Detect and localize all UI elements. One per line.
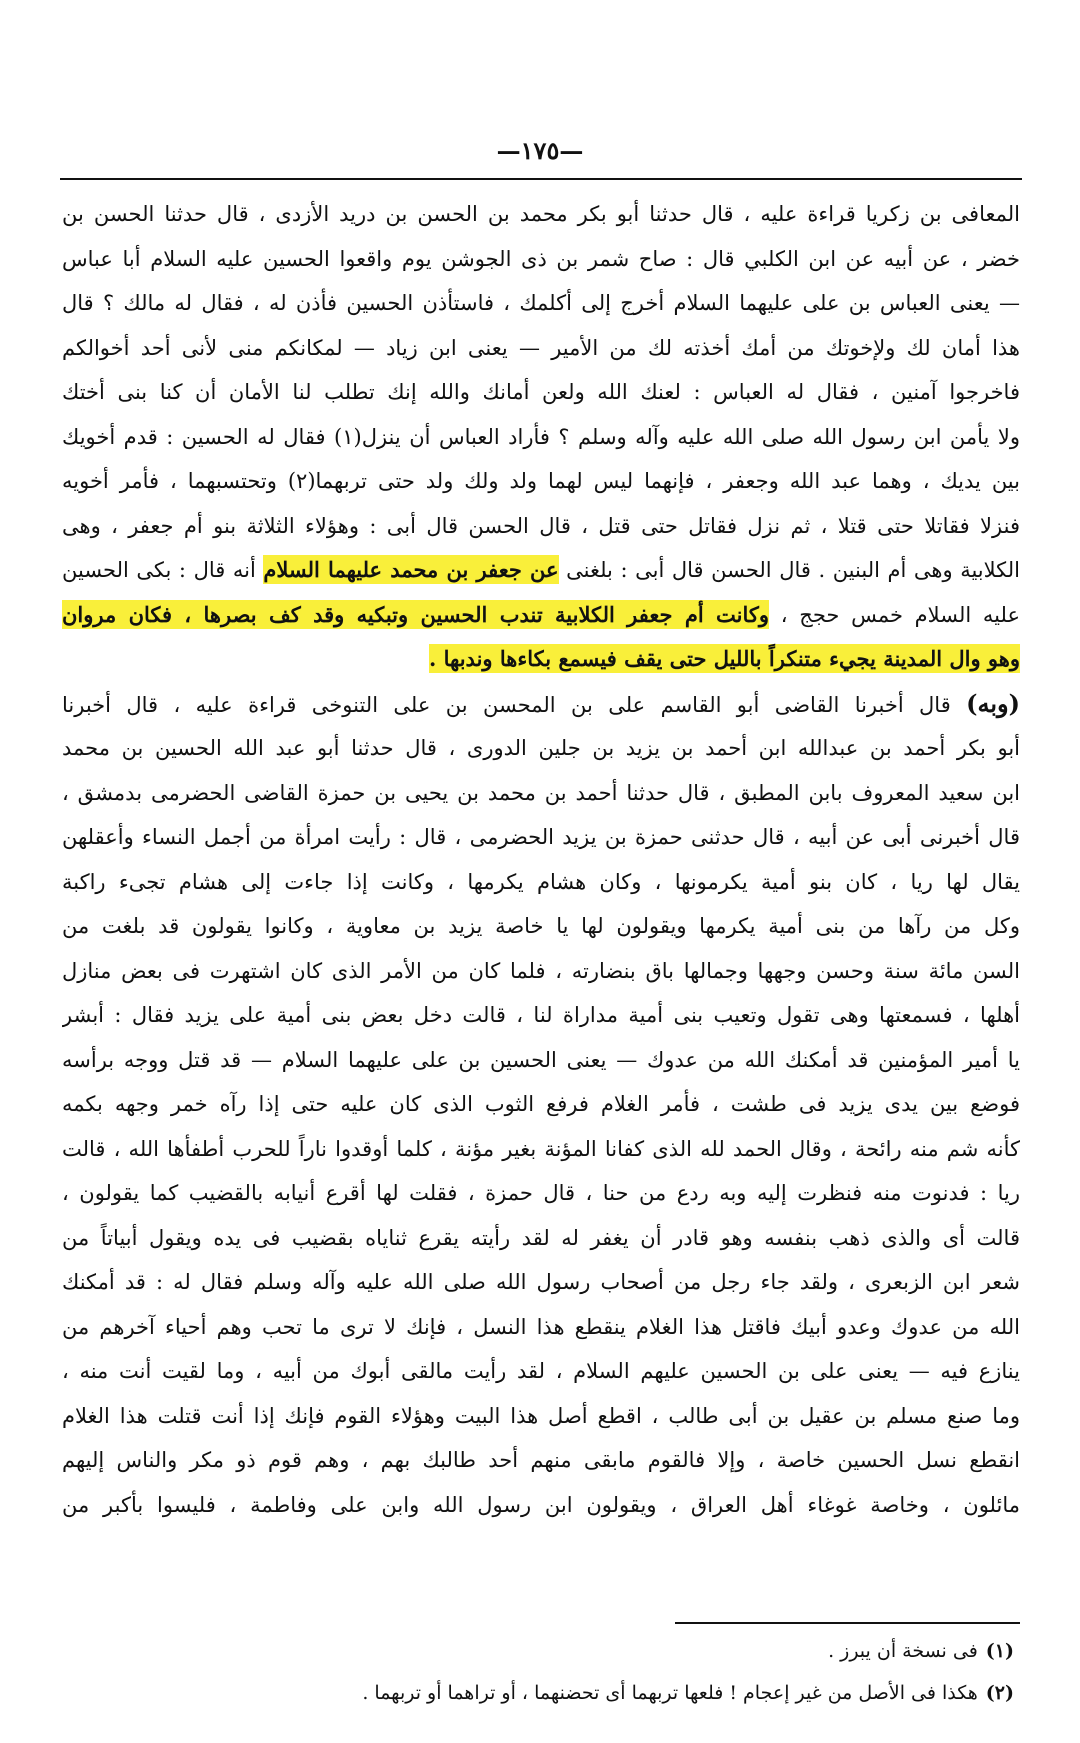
text-line: شعر ابن الزبعرى ، ولقد جاء رجل من أصحاب رسول الله صلى الله عليه وآله وسلم فقال له : قد أمكنك <box>62 1270 1020 1294</box>
text-line: يقال لها ريا ، كان بنو أمية يكرمونها ، وكان هشام يكرمها ، وكانت إذا جاءت إلى هشام تجىء راكبة <box>62 869 1020 894</box>
text-line: فاخرجوا آمنين ، فقال له العباس : لعنك الله ولعن أمانك والله إنك تطلب لنا الأمان أن كنا بنى أختك <box>62 380 1020 404</box>
text-line: يا أمير المؤمنين قد أمكنك الله من عدوك — يعنى الحسين بن على عليهما السلام — قد قتل ووجه برأسه <box>62 1047 1020 1072</box>
text-line: بين يديك ، وهما عبد الله وجعفر ، فإنهما ليس لهما ولد ولك ولد حتى تربهما(٢) وتحتسبهما ، فأمر أخويه <box>62 469 1020 493</box>
text-line: مائلون ، وخاصة غوغاء أهل العراق ، ويقولون ابن رسول الله وابن على وفاطمة ، فليسوا بأكبر من <box>62 1492 1020 1517</box>
text-line: وكل من رآها من بنى أمية يكرمها ويقولون لها يا خاصة يزيد بن معاوية ، وكانوا يقولون قد بلغت من <box>62 914 1020 938</box>
text-line: — يعنى العباس بن على عليهما السلام أخرج إلى أكلمك ، فاستأذن الحسين فأذن له ، فقال له مالك ؟ قال <box>62 291 1020 315</box>
text-fragment: عليه السلام خمس حجج ، <box>769 602 1020 627</box>
text-line-highlighted <box>62 593 1020 638</box>
text-fragment: الكلابية وهى أم البنين . قال الحسن قال أبى : بلغنى <box>558 558 1020 582</box>
footnote-text: هكذا فى الأصل من غير إعجام ! فلعها تربهما أى تحضنهما ، أو تراهما أو تربهما . <box>362 1682 978 1704</box>
text-line: وما صنع مسلم بن عقيل بن أبى طالب ، اقطع أصل هذا البيت وهؤلاء القوم فإنك إذا أنت قتلت هذا الغلام <box>62 1403 1020 1428</box>
paragraph-start-line <box>62 682 1020 727</box>
header-rule <box>60 178 1022 180</box>
highlighted-text: وكانت أم جعفر الكلابية تندب الحسين وتبكيه وقد كف بصرها ، فكان مروان <box>62 601 770 627</box>
text-line: أبو بكر أحمد بن عبدالله ابن أحمد بن يزيد بن جلين الدورى ، قال حدثنا أبو عبد الله الحسين بن محمد <box>62 736 1020 760</box>
footnote-text: فى نسخة أن يبرز . <box>828 1640 978 1662</box>
text-line: ولا يأمن ابن رسول الله صلى الله عليه وآله وسلم ؟ فأراد العباس أن ينزل(١) فقال له الحسين : قدم أخويك <box>62 424 1020 449</box>
text-line: ابن سعيد المعروف بابن المطبق ، قال حدثنا أحمد بن محمد بن يحيى بن حمزة القاضى الحضرمى بدمشق ، <box>62 780 1020 805</box>
text-line: ريا : فدنوت منه فنظرت إليه وبه ردع من حنا ، قال حمزة ، فقلت لها أقرع أنيابه بالقضيب كما يقولون ، <box>62 1181 1020 1205</box>
footnote-number: (١) <box>985 1640 1014 1662</box>
text-line: قال أخبرنى أبى عن أبيه ، قال حدثنى حمزة بن يزيد الحضرمى ، قال : رأيت امرأة من أجمل النساء وأعقلهن <box>62 825 1020 849</box>
footnote-item <box>62 1672 1020 1714</box>
page-number: —١٧٥— <box>496 136 584 165</box>
text-line: ينازع فيه — يعنى على بن الحسين عليهم السلام ، لقد رأيت مالقى أبوك من أبيه ، وما لقيت أنت منه ، <box>62 1359 1020 1383</box>
text-line-highlighted <box>62 548 1020 593</box>
text-line: انقطع نسل الحسين خاصة ، وإلا فالقوم مابقى منهم أحد طالبك بهم ، وهم قوم ذو مكر والناس إليهم <box>62 1448 1020 1472</box>
text-line: خضر ، عن أبيه عن ابن الكلبي قال : صاح شمر بن ذى الجوشن يوم واقعوا الحسين عليه السلام أبا عباس <box>62 246 1020 271</box>
paragraph-marker: (وبه) <box>966 688 1020 718</box>
text-line: كأنه شم منه رائحة ، وقال الحمد لله الذى كفانا المؤنة بغير مؤنة ، كلما أوقدوا ناراً للحرب أطفأها الله ، قالت <box>62 1136 1020 1161</box>
footnotes <box>62 1630 1020 1714</box>
text-line: فوضع بين يدى يزيد فى طشت ، فأمر الغلام فرفع الثوب الذى كان عليه حتى إذا رآه خمر وجهه بكمه <box>62 1092 1020 1116</box>
footnote-number: (٢) <box>985 1682 1014 1704</box>
text-line-highlighted <box>62 637 1020 682</box>
footnote-rule <box>675 1622 1020 1624</box>
highlighted-text: وهو وال المدينة يجيء متنكراً بالليل حتى يقف فيسمع بكاءها وندبها . <box>429 646 1020 671</box>
footnote-item <box>62 1630 1020 1672</box>
text-line: المعافى بن زكريا قراءة عليه ، قال حدثنا أبو بكر محمد بن الحسن بن دريد الأزدى ، قال حدثنا الحسن بن <box>62 202 1020 226</box>
text-line: الله من عدوك وعدو أبيك فاقتل هذا الغلام ينقطع هذا النسل ، فإنك لا ترى ما تحب وهم أحياء آخرهم من <box>62 1314 1020 1339</box>
main-text <box>62 192 1020 1527</box>
text-line: السن مائة سنة وحسن وجهها وجمالها باق بنضارته ، فلما كان من الأمر الذى كان اشتهرت فى بعض منازل <box>62 958 1020 983</box>
text-fragment: أنه قال : بكى الحسين <box>62 558 264 582</box>
text-line: قالت أى والذى ذهب بنفسه وهو قادر أن يغفر له لقد رأيته يقرع ثناياه بقضيب فى يده ويقول أبياتاً من <box>62 1225 1020 1250</box>
text-line: هذا أمان لك ولإخوتك من أمك أخذته لك من الأمير — يعنى ابن زياد — لمكانكم منى لأنى أحد أخوالكم <box>62 335 1020 360</box>
text-line: فنزلا فقاتلا حتى قتلا ، ثم نزل فقاتل حتى قتل ، قال الحسن قال أبى : وهؤلاء الثلاثة بنو أم جعفر ، وهى <box>62 513 1020 538</box>
highlighted-text: عن جعفر بن محمد عليهما السلام <box>263 557 559 582</box>
text-fragment: قال أخبرنا القاضى أبو القاسم على بن المحسن بن على التنوخى قراءة عليه ، قال أخبرنا <box>62 692 967 717</box>
text-line: أهلها ، فسمعتها وهى تقول وتعيب بنى أمية مداراة لنا ، قالت دخل بعض بنى أمية على يزيد فقال : أبشر <box>62 1003 1020 1027</box>
